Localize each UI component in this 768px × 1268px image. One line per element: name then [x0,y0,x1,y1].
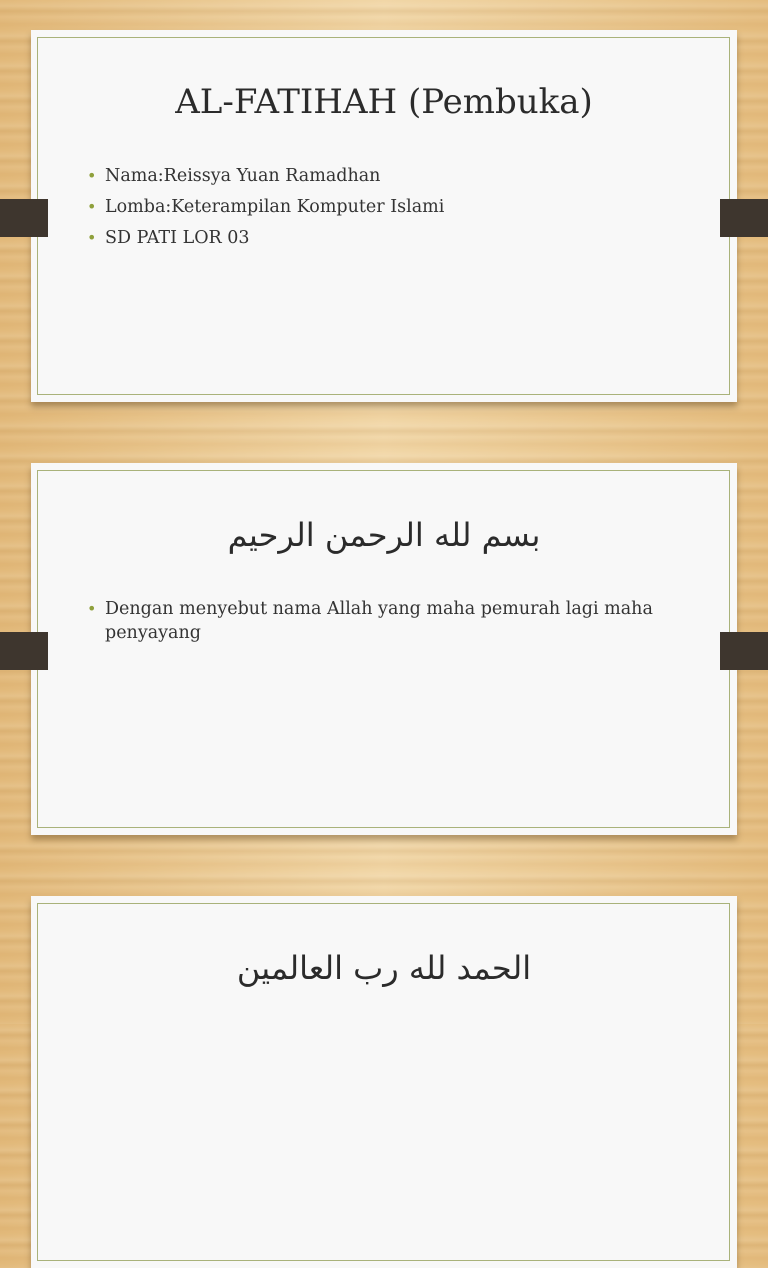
bullet-item [87,164,687,188]
slide-1 [31,30,737,402]
bullet-icon: • [87,599,97,618]
slide-2 [31,463,737,835]
slide-3-title: الحمد لله رب العالمين [236,949,532,987]
bullet-icon: • [87,228,97,247]
slide-1-title: AL-FATIHAH (Pembuka) [175,82,593,122]
bullet-item [87,597,687,645]
bullet-text: Lomba:Keterampilan Komputer Islami [105,197,445,217]
binder-tab-right [720,632,768,670]
bullet-icon: • [87,197,97,216]
slide-1-bullets [87,164,687,257]
slide-2-bullets [87,597,687,652]
binder-tab-left [0,199,48,237]
bullet-item [87,226,687,250]
bullet-text: Nama:Reissya Yuan Ramadhan [105,166,381,186]
binder-tab-right [720,199,768,237]
bullet-item [87,195,687,219]
bullet-text: SD PATI LOR 03 [105,228,250,248]
bullet-icon: • [87,166,97,185]
slide-2-title: بسم لله الرحمن الرحيم [227,516,541,554]
bullet-text: Dengan menyebut nama Allah yang maha pemurah lagi maha penyayang [105,599,653,643]
slide-3 [31,896,737,1268]
binder-tab-left [0,632,48,670]
